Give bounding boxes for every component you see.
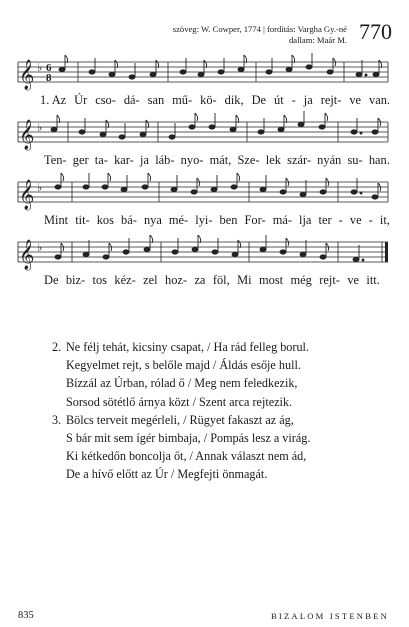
syllable: De <box>251 93 267 107</box>
syllable: Úr <box>74 93 88 107</box>
syllable: ja <box>140 153 149 167</box>
syllable: cso- <box>95 93 116 107</box>
syllable: ben <box>219 213 238 227</box>
syllable: Mi <box>237 273 252 287</box>
lyric-line-3 <box>18 213 390 228</box>
syllable: ter <box>318 213 332 227</box>
syllable: kos <box>96 213 114 227</box>
syllable: út <box>274 93 284 107</box>
syllable: má- <box>272 213 292 227</box>
syllable: 1. Az <box>40 93 67 107</box>
syllable: san <box>147 93 165 107</box>
syllable: bá- <box>121 213 137 227</box>
verse-line: Ki kétkedőn boncolja őt, / Annak választ nem ád, <box>66 449 307 464</box>
syllable: lja <box>299 213 312 227</box>
syllable: lek <box>265 153 281 167</box>
syllable: Ten- <box>44 153 67 167</box>
syllable: rejt- <box>319 273 340 287</box>
syllable: it, <box>379 213 390 227</box>
syllable: zel <box>143 273 158 287</box>
syllable: ta- <box>94 153 108 167</box>
section-title: BIZALOM ISTENBEN <box>270 611 389 621</box>
verse-number: 3. <box>52 412 62 427</box>
syllable: dá- <box>123 93 140 107</box>
syllable: ve <box>349 213 362 227</box>
time-signature-top: 6 <box>46 62 52 74</box>
syllable: han. <box>368 153 390 167</box>
syllable: tos <box>92 273 107 287</box>
verse-line: Ne félj tehát, kicsiny csapat, / Ha rád felleg borul. <box>66 340 309 354</box>
syllable: tit- <box>75 213 90 227</box>
verse-line: De a hívő előtt az Úr / Megfejti önmagát. <box>66 467 268 482</box>
staff-notation <box>18 178 390 208</box>
syllable: nyo- <box>180 153 204 167</box>
syllable: Sze- <box>237 153 260 167</box>
syllable: föl, <box>212 273 230 287</box>
final-barline <box>385 242 388 262</box>
page-number: 835 <box>18 610 34 621</box>
staff-notation <box>18 118 390 148</box>
syllable: kéz- <box>114 273 136 287</box>
syllable: rejt- <box>320 93 342 107</box>
staff-notation <box>18 58 390 88</box>
syllable: még <box>290 273 312 287</box>
flat-icon: ♭ <box>37 181 43 194</box>
music-staff-4 <box>18 238 390 268</box>
credits-text-author: szöveg: W. Cowper, 1774 | fordítás: Vargha Gy.-né <box>172 24 347 34</box>
syllable: biz- <box>65 273 86 287</box>
syllable: mű- <box>172 93 193 107</box>
treble-clef-icon: 𝄞 <box>19 120 35 150</box>
verse-line: S bár mit sem ígér bimbaja, / Pompás lesz a virág. <box>66 431 311 446</box>
syllable: láb- <box>155 153 175 167</box>
notes <box>55 235 364 262</box>
syllable: most <box>259 273 284 287</box>
additional-verses <box>52 338 382 484</box>
syllable: - <box>368 213 373 227</box>
music-staff-3 <box>18 178 390 208</box>
lyric-line-2 <box>18 153 390 168</box>
syllable: De <box>44 273 59 287</box>
notes <box>55 173 381 202</box>
syllable: kö- <box>200 93 217 107</box>
syllable: ger <box>72 153 89 167</box>
lyric-line-4 <box>18 273 390 288</box>
flat-icon: ♭ <box>37 121 43 134</box>
hymn-number: 770 <box>359 19 392 44</box>
credits-composer: dallam: Maár M. <box>289 34 347 45</box>
verse-3 <box>52 411 382 484</box>
syllable: nya <box>143 213 162 227</box>
syllable: dik, <box>224 93 244 107</box>
syllable: itt. <box>366 273 380 287</box>
syllable: kar- <box>114 153 134 167</box>
verse-number: 2. <box>52 340 62 354</box>
syllable: Mint <box>44 213 69 227</box>
verse-line: Kegyelmet rejt, s belőle majd / Áldás esője hull. <box>66 358 301 373</box>
verse-line: Sorsod sötétlő árnya közt / Szent arca rejtezik. <box>66 394 293 409</box>
verse-2 <box>52 338 382 411</box>
syllable: hoz- <box>165 273 188 287</box>
staff-notation <box>18 238 390 268</box>
syllable: mé- <box>168 213 189 227</box>
music-staff-2 <box>18 118 390 148</box>
syllable: - <box>338 213 343 227</box>
syllable: - <box>291 93 296 107</box>
music-staff-1 <box>18 58 390 88</box>
syllable: nyán <box>317 153 342 167</box>
flat-icon: ♭ <box>37 241 43 254</box>
syllable: szár- <box>287 153 311 167</box>
syllable: mát, <box>209 153 232 167</box>
time-signature-bottom: 8 <box>46 72 52 84</box>
syllable: For- <box>244 213 266 227</box>
credits <box>173 24 347 45</box>
treble-clef-icon: 𝄞 <box>19 60 35 90</box>
syllable: su- <box>347 153 363 167</box>
treble-clef-icon: 𝄞 <box>19 240 35 270</box>
syllable: za <box>194 273 206 287</box>
syllable: ve <box>349 93 362 107</box>
lyric-line-1 <box>18 93 390 108</box>
treble-clef-icon: 𝄞 <box>19 180 35 210</box>
flat-icon: ♭ <box>37 61 43 74</box>
syllable: van. <box>369 93 390 107</box>
verse-line: Bízzál az Úrban, rólad ő / Meg nem feledkezik, <box>66 376 298 391</box>
syllable: ve <box>347 273 360 287</box>
notes <box>59 53 382 82</box>
syllable: lyi- <box>195 213 213 227</box>
syllable: ja <box>303 93 313 107</box>
verse-line: Bölcs terveit megérleli, / Rügyet fakaszt az ág, <box>66 412 294 427</box>
